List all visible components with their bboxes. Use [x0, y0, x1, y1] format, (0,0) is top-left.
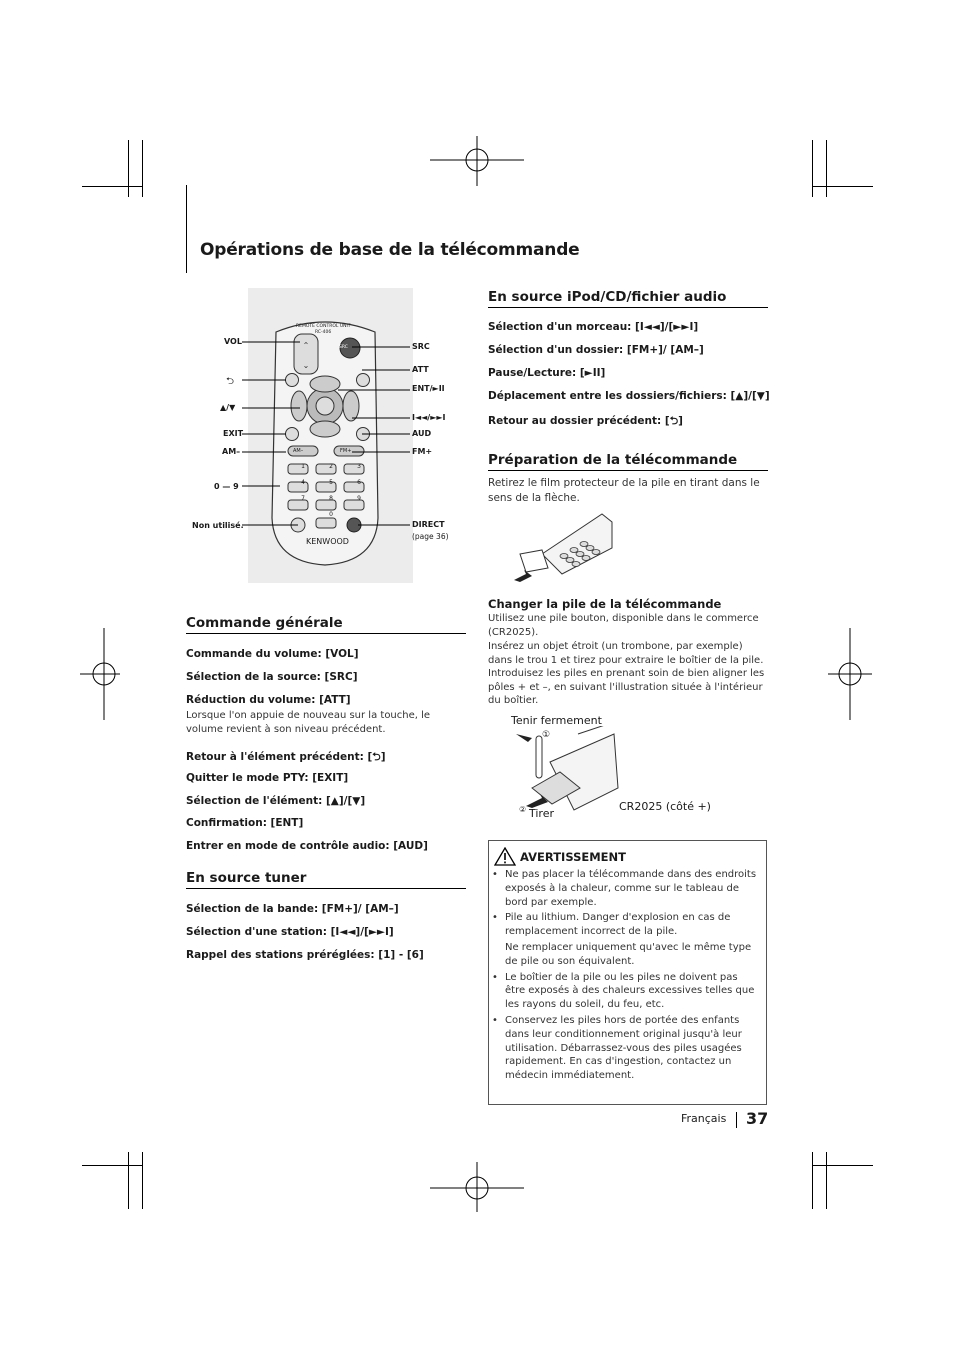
key-6: 6 — [357, 479, 361, 486]
battery-tray-illustration — [510, 726, 622, 816]
att-note: Lorsque l'on appuie de nouveau sur la touche, le volume revient à son niveau précédent. — [186, 710, 431, 735]
key-1: 1 — [301, 463, 305, 470]
warning-list — [492, 868, 760, 1085]
label-exit: EXIT — [223, 429, 244, 438]
label-direct: DIRECT — [412, 520, 445, 529]
svg-text:⌄: ⌄ — [302, 361, 310, 370]
key-0: 0 — [329, 511, 333, 518]
label-direct-page: (page 36) — [412, 532, 449, 541]
footer-divider — [736, 1112, 737, 1128]
remote-fm-key: FM+ — [340, 448, 352, 454]
remote-leader-lines — [240, 336, 412, 536]
remote-am-key: AM– — [293, 448, 304, 454]
prep-heading: Préparation de la télécommande — [488, 452, 738, 468]
page-title: Opérations de base de la télécommande — [200, 240, 580, 260]
key-5: 5 — [329, 479, 333, 486]
key-2: 2 — [329, 463, 333, 470]
ipod-item: Pause/Lecture: [►II] — [488, 367, 606, 379]
ipod-heading: En source iPod/CD/fichier audio — [488, 289, 727, 305]
battery-text-2: Insérez un objet étroit (un trombone, par exemple) dans le trou 1 et tirez pour extraire le boîtier de la pile. Introduisez les piles en prenant soin de bien aligner les pôles + et –, en suivant l'illustration située à l'intérieur du boîtier. — [488, 641, 765, 707]
label-skip: I◄◄/►►I — [412, 413, 446, 422]
remote-brand: KENWOOD — [306, 537, 349, 546]
svg-text:⌃: ⌃ — [302, 341, 310, 350]
ipod-item: Sélection d'un morceau: [I◄◄]/[►►I] — [488, 321, 699, 333]
label-pull: Tirer — [529, 807, 555, 820]
remote-src-key: SRC — [339, 345, 348, 350]
mark-1: ① — [542, 730, 551, 740]
ipod-rule — [488, 307, 768, 308]
general-item: Sélection de la source: [SRC] — [186, 671, 358, 683]
key-9: 9 — [357, 495, 361, 502]
ipod-item: Retour au dossier précédent: [⮌] — [488, 415, 683, 427]
label-src: SRC — [412, 342, 430, 351]
label-back: ⮌ — [226, 376, 235, 387]
warning-item: • Pile au lithium. Danger d'explosion en cas de remplacement incorrect de la pile. Ne remplacer uniquement qu'avec le même type de pile ou son équivalent. — [505, 911, 760, 968]
warning-item: • Ne pas placer la télécommande dans des endroits exposés à la chaleur, comme sur le tableau de bord par exemple. — [492, 869, 757, 908]
key-7: 7 — [301, 495, 305, 502]
title-bar — [186, 185, 187, 273]
tuner-heading: En source tuner — [186, 870, 307, 886]
tuner-item: Rappel des stations préréglées: [1] - [6] — [186, 949, 424, 961]
general-item: Confirmation: [ENT] — [186, 817, 304, 829]
general-item: Sélection de l'élément: [▲]/[▼] — [186, 795, 366, 807]
remote-header-text: REMOTE CONTROL UNIT — [296, 324, 351, 329]
prep-text: Retirez le film protecteur de la pile en tirant dans le sens de la flèche. — [488, 477, 760, 504]
registration-mark-top — [430, 136, 524, 186]
general-item: Entrer en mode de contrôle audio: [AUD] — [186, 840, 428, 852]
general-item: Réduction du volume: [ATT] — [186, 694, 351, 706]
registration-mark-right — [828, 628, 872, 720]
label-hold: Tenir fermement — [511, 714, 602, 727]
ipod-item: Sélection d'un dossier: [FM+]/ [AM–] — [488, 344, 704, 356]
page-number: 37 — [746, 1109, 769, 1128]
label-am: AM– — [222, 447, 241, 456]
label-digits: 0 — 9 — [214, 482, 239, 491]
label-ent: ENT/►II — [412, 384, 445, 393]
general-heading: Commande générale — [186, 615, 343, 631]
label-aud: AUD — [412, 429, 432, 438]
key-8: 8 — [329, 495, 333, 502]
tuner-item: Sélection d'une station: [I◄◄]/[►►I] — [186, 926, 394, 938]
general-item: Retour à l'élément précédent: [⮌] — [186, 751, 386, 763]
general-item: Commande du volume: [VOL] — [186, 648, 359, 660]
label-battery: CR2025 (côté +) — [619, 800, 711, 813]
tuner-rule — [186, 888, 466, 889]
warning-item: • Le boîtier de la pile ou les piles ne doivent pas être exposés à des chaleurs excessives telles que les rayons du soleil, du feu, etc. — [492, 971, 755, 1011]
registration-mark-left — [80, 628, 120, 720]
warning-extra: Ne remplacer uniquement qu'avec le même type de pile ou son équivalent. — [505, 941, 752, 967]
battery-film-illustration — [512, 508, 614, 584]
key-3: 3 — [357, 463, 361, 470]
prep-rule — [488, 470, 768, 471]
ipod-item: Déplacement entre les dossiers/fichiers: [▲]/[▼] — [488, 390, 770, 402]
warning-heading: AVERTISSEMENT — [520, 850, 627, 864]
battery-heading: Changer la pile de la télécommande — [488, 597, 722, 611]
key-4: 4 — [301, 479, 305, 486]
general-rule — [186, 633, 466, 634]
label-updown: ▲/▼ — [220, 403, 236, 412]
general-item: Quitter le mode PTY: [EXIT] — [186, 772, 349, 784]
label-fm: FM+ — [412, 447, 433, 456]
label-att: ATT — [412, 365, 429, 374]
warning-icon — [494, 847, 516, 866]
label-unused: Non utilisé. — [192, 521, 244, 530]
warning-item: • Conservez les piles hors de portée des enfants dans leur conditionnement original jusqu'à leur utilisation. Débarrassez-vous des piles usagées rapidement. En cas d'ingestion, contactez un médecin immédiatement. — [492, 1014, 742, 1082]
footer-language: Français — [681, 1112, 727, 1125]
label-vol: VOL — [224, 337, 242, 346]
remote-model-text: RC-406 — [315, 330, 332, 335]
tuner-item: Sélection de la bande: [FM+]/ [AM–] — [186, 903, 399, 915]
registration-mark-bottom — [430, 1162, 524, 1212]
battery-text-1: Utilisez une pile bouton, disponible dans le commerce (CR2025). — [488, 613, 759, 638]
mark-2: ② — [519, 805, 527, 814]
